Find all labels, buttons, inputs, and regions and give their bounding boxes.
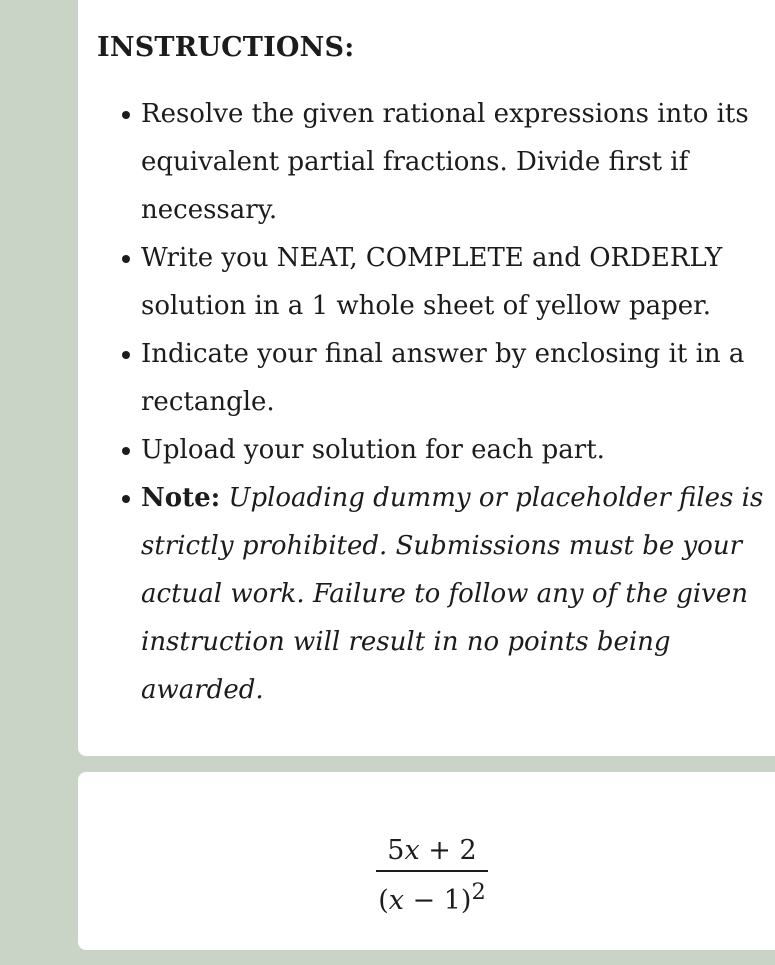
denominator-exponent: 2 <box>471 878 486 905</box>
instruction-item-note <box>141 474 771 714</box>
denominator-rest: − 1) <box>403 884 472 916</box>
note-label: Note: <box>141 483 221 513</box>
numerator-coefficient: 5 <box>387 835 405 866</box>
rational-expression <box>376 835 488 919</box>
instructions-heading: INSTRUCTIONS: <box>97 32 355 63</box>
instruction-item-resolve: Resolve the given rational expressions into its equivalent partial fractions. Divide first if necessary. <box>141 90 771 234</box>
instruction-item-write: Write you NEAT, COMPLETE and ORDERLY solution in a 1 whole sheet of yellow paper. <box>141 234 771 330</box>
fraction-numerator <box>376 835 488 870</box>
numerator-variable: x <box>404 835 420 866</box>
numerator-constant: + 2 <box>419 835 477 866</box>
denominator-open-paren: ( <box>378 884 389 916</box>
instruction-item-indicate: Indicate your final answer by enclosing it in a rectangle. <box>141 330 771 426</box>
note-text: Uploading dummy or placeholder files is strictly prohibited. Submissions must be your actual work. Failure to follow any of the given instruction will result in no points being awarded. <box>141 483 764 705</box>
instructions-card <box>78 0 775 756</box>
instructions-list <box>141 90 771 714</box>
problem-card <box>78 772 775 950</box>
denominator-variable: x <box>388 884 404 916</box>
fraction-denominator <box>376 872 488 919</box>
instruction-item-upload: Upload your solution for each part. <box>141 426 771 474</box>
